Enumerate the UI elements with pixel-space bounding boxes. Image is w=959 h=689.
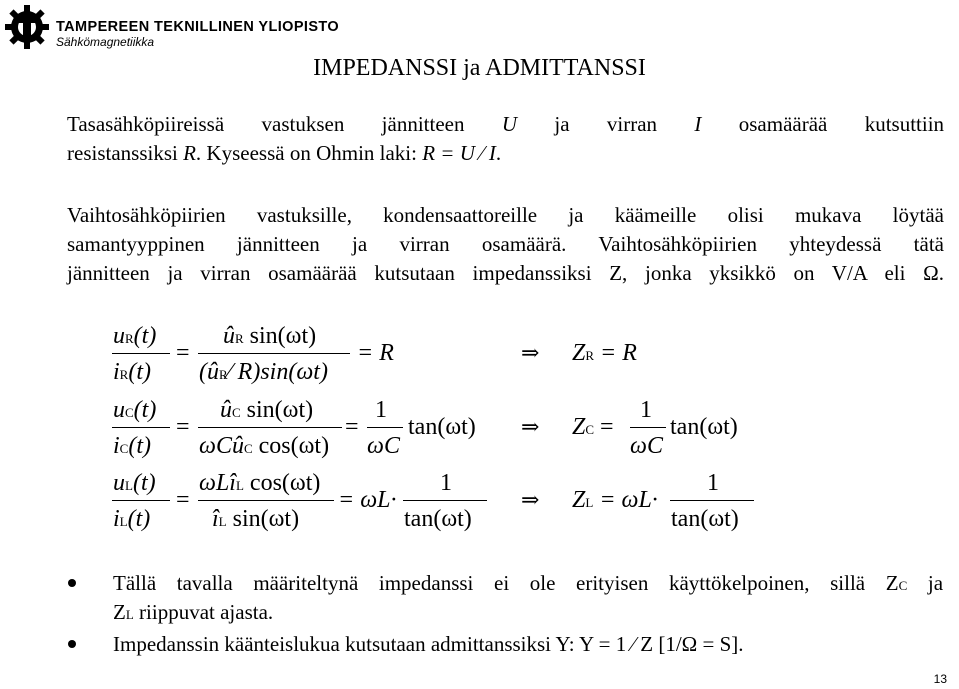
eq-r-mid-num: ûR sin(ωt) (223, 323, 317, 349)
ohm-law-formula: R = U ⁄ I (422, 141, 496, 165)
fraction-bar (198, 353, 350, 354)
equals-sign: = (345, 414, 359, 440)
eq-c-mid-num: ûC sin(ωt) (220, 397, 314, 423)
fraction-bar (112, 500, 170, 501)
eq-l-result-num: 1 (707, 470, 719, 496)
paragraph-2-line-3: jännitteen ja virran osamäärää kutsutaan impedanssiksi Z, jonka yksikkö on V/A eli Ω. (67, 261, 944, 285)
eq-l-rhs-den: tan(ωt) (404, 506, 472, 532)
eq-l-result-lhs: ZL = ωL· (572, 487, 658, 513)
implies-arrow-icon: ⇒ (521, 487, 540, 512)
paragraph-1-line-1 (67, 110, 944, 139)
equals-sign: = (176, 414, 190, 440)
eq-r-rhs: = R (357, 340, 394, 366)
eq-c-lhs-den: iC(t) (113, 433, 151, 459)
implies-arrow-icon: ⇒ (521, 414, 540, 439)
eq-c-rhs-den: ωC (367, 433, 400, 459)
eq-r-result: ZR = R (572, 340, 637, 366)
eq-c-result-den: ωC (630, 433, 663, 459)
page-title: IMPEDANSSI ja ADMITTANSSI (313, 55, 646, 81)
eq-l-lhs-den: iL(t) (113, 506, 151, 532)
text: osamäärää kutsuttiin (738, 112, 945, 136)
eq-r-lhs-num: uR(t) (113, 323, 157, 349)
eq-c-mid-den: ωCûC cos(ωt) (199, 433, 330, 459)
eq-l-rhs-num: 1 (440, 470, 452, 496)
bullet-1-line-1: Tällä tavalla määriteltynä impedanssi ei ole erityisen käyttökelpoinen, sillä ZC ja (113, 571, 944, 595)
symbol-I: I (694, 112, 702, 136)
eq-c-rhs-tail: tan(ωt) (408, 414, 476, 440)
text: resistanssiksi (67, 141, 178, 165)
implies-arrow-icon: ⇒ (521, 340, 540, 365)
eq-c-lhs-num: uC(t) (113, 397, 157, 423)
paragraph-1-line-2 (67, 139, 944, 168)
symbol-U: U (501, 112, 518, 136)
eq-c-rhs-num: 1 (375, 397, 387, 423)
text: Tasasähköpiireissä vastuksen jännitteen (67, 112, 465, 136)
eq-c-result-num: 1 (640, 397, 652, 423)
bullet-1-line-2: ZL riippuvat ajasta. (113, 600, 274, 624)
department-name: Sähkömagnetiikka (56, 35, 155, 49)
fraction-bar (198, 427, 342, 428)
bullet-icon (68, 640, 76, 648)
bullet-2: Impedanssin käänteislukua kutsutaan admittanssiksi Y: Y = 1 ⁄ Z [1/Ω = S]. (113, 632, 744, 656)
fraction-bar (367, 427, 403, 428)
eq-r-mid-den: (ûR⁄ R)sin(ωt) (199, 359, 328, 385)
text: . Kyseessä on Ohmin laki: (195, 141, 417, 165)
paragraph-2-line-2: samantyyppinen jännitteen ja virran osamäärä. Vaihtosähköpiirien yhteydessä tätä (67, 232, 944, 256)
university-name: TAMPEREEN TEKNILLINEN YLIOPISTO (56, 19, 340, 35)
equals-sign: = (176, 487, 190, 513)
eq-l-rhs-pre: = ωL· (338, 487, 397, 513)
text: . (495, 141, 502, 165)
eq-c-result-tail: tan(ωt) (670, 414, 738, 440)
eq-c-result-lhs: ZC = (572, 414, 614, 440)
symbol-R: R (183, 141, 196, 165)
fraction-bar (670, 500, 754, 501)
fraction-bar (630, 427, 666, 428)
gear-logo-icon (4, 4, 50, 50)
paragraph-2-line-1: Vaihtosähköpiirien vastuksille, kondensaattoreille ja käämeille olisi mukava löytää (67, 203, 944, 227)
text: ja virran (554, 112, 658, 136)
fraction-bar (403, 500, 487, 501)
fraction-bar (112, 427, 170, 428)
slide-number: 13 (933, 672, 947, 686)
eq-l-mid-den: îL sin(ωt) (212, 506, 300, 532)
eq-l-result-den: tan(ωt) (671, 506, 739, 532)
bullet-icon (68, 579, 76, 587)
equals-sign: = (176, 340, 190, 366)
eq-r-lhs-den: iR(t) (113, 359, 151, 385)
fraction-bar (112, 353, 170, 354)
eq-l-mid-num: ωLîL cos(ωt) (199, 470, 321, 496)
eq-l-lhs-num: uL(t) (113, 470, 156, 496)
fraction-bar (198, 500, 334, 501)
